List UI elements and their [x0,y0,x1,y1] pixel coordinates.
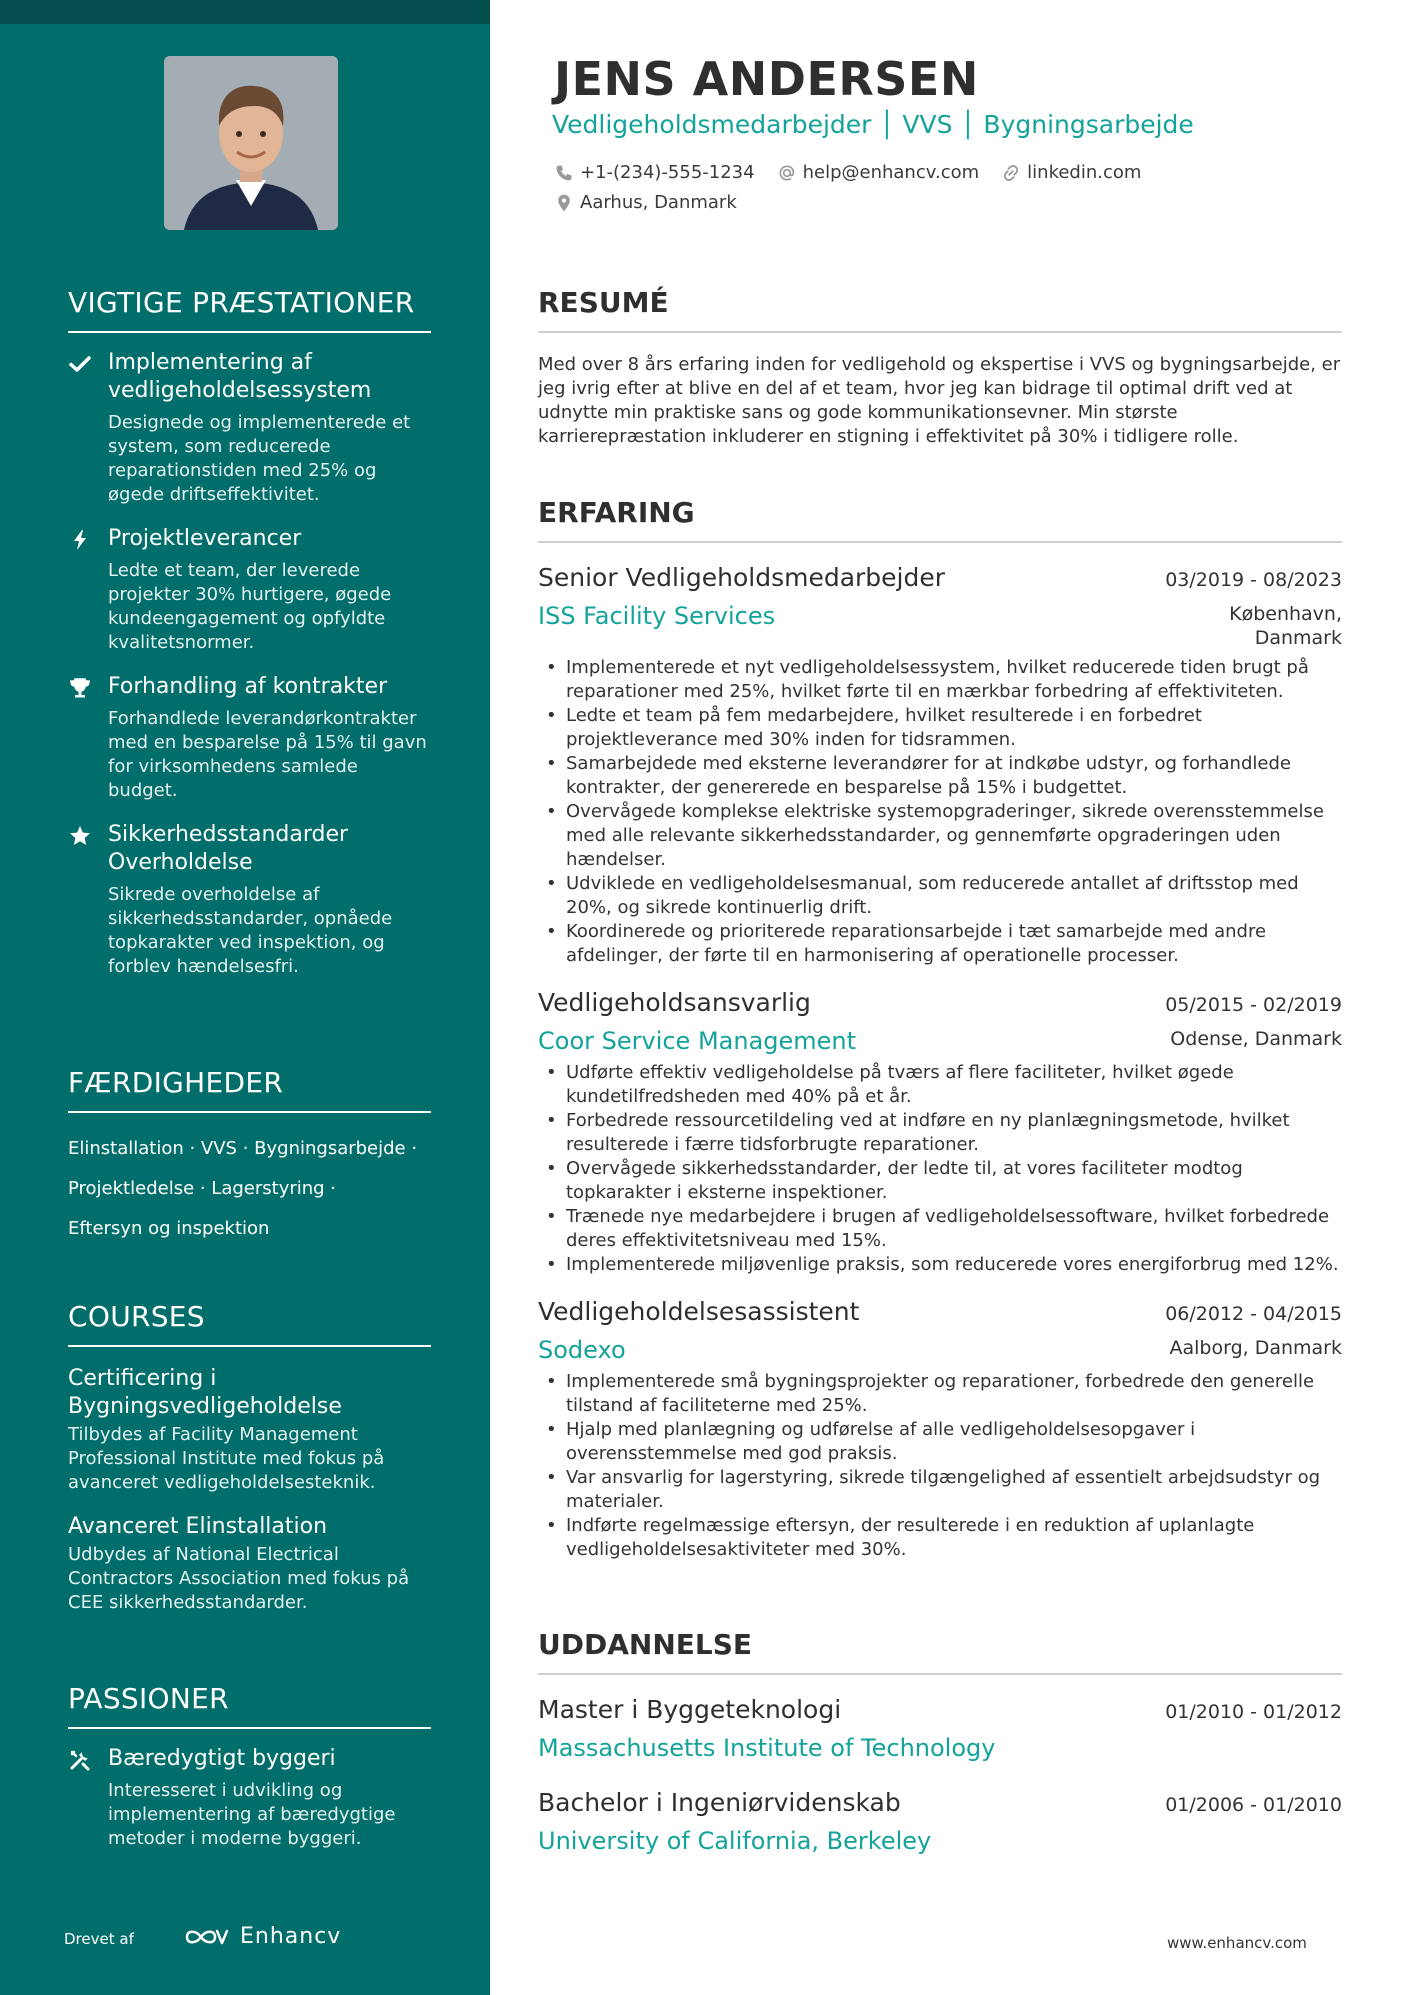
profile-photo [164,56,338,230]
bullet-item: • Indførte regelmæssige eftersyn, der resulterede i en reduktion af uplanlagte vedligeholdelsesaktiviteter med 30%. [538,1514,1342,1562]
summary-text: Med over 8 års erfaring inden for vedligehold og ekspertise i VVS og bygningsarbejde, er jeg ivrig efter at blive en del af et team, hvor jeg kan bidrage til optimal drift ved at udnytte min praktiske sans og gode kommunikationsevner. Min største karrierepræstation inkluderer en stigning i effektivitet på 30% i tidligere rolle. [538,354,1341,447]
education-entry [538,1788,1342,1855]
person-portrait-icon [164,56,338,230]
sidebar [0,0,490,1995]
course-item [68,1365,431,1495]
school-name: University of California, Berkeley [538,1827,932,1855]
skills-line: Projektledelse · Lagerstyring · [68,1178,337,1199]
location-row [554,192,737,213]
candidate-name: JENS ANDERSEN [554,52,979,106]
check-icon [68,352,92,376]
school-name: Massachusetts Institute of Technology [538,1734,996,1762]
bullet-item: • Var ansvarlig for lagerstyring, sikrede tilgængelighed af essentielt arbejdsudstyr og materialer. [538,1466,1342,1514]
job-entry [538,563,1342,968]
brand-name: Enhancv [240,1924,342,1949]
bullet-item: • Koordinerede og prioriterede reparationsarbejde i tæt samarbejde med andre afdelinger, der førte til en harmonisering af operationelle processer. [538,920,1342,968]
achievement-description: Designede og implementerede et system, som reducerede reparationstiden med 25% og øgede driftseffektivitet. [108,412,411,505]
education-dates: 01/2006 - 01/2010 [1165,1794,1342,1816]
tools-icon [68,1748,92,1772]
job-entry [538,988,1342,1277]
bullet-item: • Overvågede sikkerhedsstandarder, der ledte til, at vores faciliteter modtog topkarakter i eksterne inspektioner. [538,1157,1342,1205]
job-company: Coor Service Management [538,1027,857,1055]
email-address: help@enhancv.com [802,162,980,183]
phone-icon [554,163,574,183]
bullet-item: • Implementerede miljøvenlige praksis, som reducerede vores energiforbrug med 12%. [538,1253,1342,1277]
skills-heading: FÆRDIGHEDER [68,1066,431,1113]
phone-contact[interactable] [554,162,755,183]
courses-heading: COURSES [68,1300,431,1347]
degree-title: Bachelor i Ingeniørvidenskab [538,1788,901,1817]
job-bullets [538,1370,1342,1562]
achievement-description: Forhandlede leverandørkontrakter med en besparelse på 15% til gavn for virksomhedens samlede budget. [108,708,427,801]
enhancv-logo-icon [184,1925,230,1949]
achievement-title: Projektleverancer [108,526,302,551]
job-bullets [538,1061,1342,1277]
job-location: København, Danmark [1229,603,1342,649]
job-title: Vedligeholdelsesassistent [538,1297,860,1326]
experience-heading: ERFARING [538,496,1342,543]
phone-number: +1-(234)-555-1234 [580,162,755,183]
powered-by-label: Drevet af [64,1930,134,1948]
bullet-item: • Udviklede en vedligeholdelsesmanual, som reducerede antallet af driftsstop med 20%, og sikrede kontinuerlig drift. [538,872,1342,920]
bullet-item: • Implementerede små bygningsprojekter og reparationer, forbedrede den generelle tilstand af faciliteterne med 25%. [538,1370,1342,1418]
bullet-item: • Hjalp med planlægning og udførelse af alle vedligeholdelsesopgaver i overensstemmelse med god praksis. [538,1418,1342,1466]
achievement-description: Sikrede overholdelse af sikkerhedsstandarder, opnåede topkarakter ved inspektion, og forblev hændelsesfri. [108,884,393,977]
skills-line: Eftersyn og inspektion [68,1218,270,1239]
achievement-item [68,525,431,655]
location-contact [554,192,737,213]
achievement-title: Forhandling af kontrakter [108,674,388,699]
job-dates: 06/2012 - 04/2015 [1165,1303,1342,1325]
job-title: Senior Vedligeholdsmedarbejder [538,563,946,592]
job-bullets [538,656,1342,968]
skills-section [68,1066,431,1249]
skills-list [68,1129,431,1249]
sidebar-top-bar [0,0,490,24]
job-location: Aalborg, Danmark [1169,1337,1342,1359]
degree-title: Master i Byggeteknologi [538,1695,842,1724]
bullet-item: • Forbedrede ressourcetildeling ved at indføre en ny planlægningsmetode, hvilket resulterede i færre tidsforbrugte reparationer. [538,1109,1342,1157]
passions-section [68,1682,431,1851]
summary-section [538,286,1342,449]
course-description: Tilbydes af Facility Management Professional Institute med fokus på avanceret vedligeholdelsesteknik. [68,1424,385,1493]
passion-description: Interesseret i udvikling og implementering af bæredygtige metoder i moderne byggeri. [108,1780,396,1849]
lightning-icon [68,528,92,552]
achievement-description: Ledte et team, der leverede projekter 30% hurtigere, øgede kundeengagement og opfyldte kvalitetsnormer. [108,560,392,653]
job-company: ISS Facility Services [538,602,776,630]
location-pin-icon [554,193,574,213]
linkedin-url: linkedin.com [1027,162,1142,183]
linkedin-contact[interactable] [1001,162,1141,183]
course-title: Avanceret Elinstallation [68,1514,328,1539]
brand-logo[interactable] [184,1924,341,1949]
job-title: Vedligeholdsansvarlig [538,988,811,1017]
course-item [68,1513,431,1615]
at-sign-icon [777,163,797,183]
education-entry [538,1695,1342,1762]
location-text: Aarhus, Danmark [580,192,737,213]
experience-section [538,496,1342,1562]
passion-title: Bæredygtigt byggeri [108,1746,336,1771]
passion-item [68,1745,431,1851]
job-entry [538,1297,1342,1562]
education-heading: UDDANNELSE [538,1628,1342,1675]
course-description: Udbydes af National Electrical Contractors Association med fokus på CEE sikkerhedsstandarder. [68,1544,410,1613]
job-location: Odense, Danmark [1170,1028,1342,1050]
summary-heading: RESUMÉ [538,286,1342,333]
course-title: Certificering i Bygningsvedligeholdelse [68,1366,342,1419]
star-icon [68,824,92,848]
skills-line: Elinstallation · VVS · Bygningsarbejde · [68,1138,418,1159]
achievements-section [68,286,431,979]
contact-row [554,162,1141,183]
job-dates: 05/2015 - 02/2019 [1165,994,1342,1016]
achievement-item [68,821,431,979]
bullet-item: • Trænede nye medarbejdere i brugen af vedligeholdelsessoftware, hvilket forbedrede deres effektivitetsniveau med 15%. [538,1205,1342,1253]
achievement-item [68,673,431,803]
achievements-heading: VIGTIGE PRÆSTATIONER [68,286,431,333]
bullet-item: • Samarbejdede med eksterne leverandører for at indkøbe udstyr, og forhandlede kontrakter, der genererede en besparelse på 15% i budgettet. [538,752,1342,800]
bullet-item: • Ledte et team på fem medarbejdere, hvilket resulterede i en forbedret projektleverance med 30% inden for tidsrammen. [538,704,1342,752]
footer-website-link[interactable]: www.enhancv.com [1167,1934,1307,1952]
education-section [538,1628,1342,1855]
bullet-item: • Udførte effektiv vedligeholdelse på tværs af flere faciliteter, hvilket øgede kundetilfredsheden med 40% på et år. [538,1061,1342,1109]
achievement-item [68,349,431,507]
candidate-title: Vedligeholdsmedarbejder │ VVS │ Bygningsarbejde [552,110,1194,139]
link-icon [1001,163,1021,183]
achievement-title: Sikkerhedsstandarder Overholdelse [108,822,349,875]
courses-section [68,1300,431,1615]
achievement-title: Implementering af vedligeholdelsessystem [108,350,372,403]
bullet-item: • Implementerede et nyt vedligeholdelsessystem, hvilket reducerede tiden brugt på reparationer med 25%, hvilket førte til en mærkbar forbedring af effektiviteten. [538,656,1342,704]
bullet-item: • Overvågede komplekse elektriske systemopgraderinger, sikrede overensstemmelse med alle relevante sikkerhedsstandarder, og gennemførte opgraderingen uden hændelser. [538,800,1342,872]
passions-heading: PASSIONER [68,1682,431,1729]
job-company: Sodexo [538,1336,626,1364]
education-dates: 01/2010 - 01/2012 [1165,1701,1342,1723]
email-contact[interactable] [777,162,980,183]
job-dates: 03/2019 - 08/2023 [1165,569,1342,591]
trophy-icon [68,676,92,700]
